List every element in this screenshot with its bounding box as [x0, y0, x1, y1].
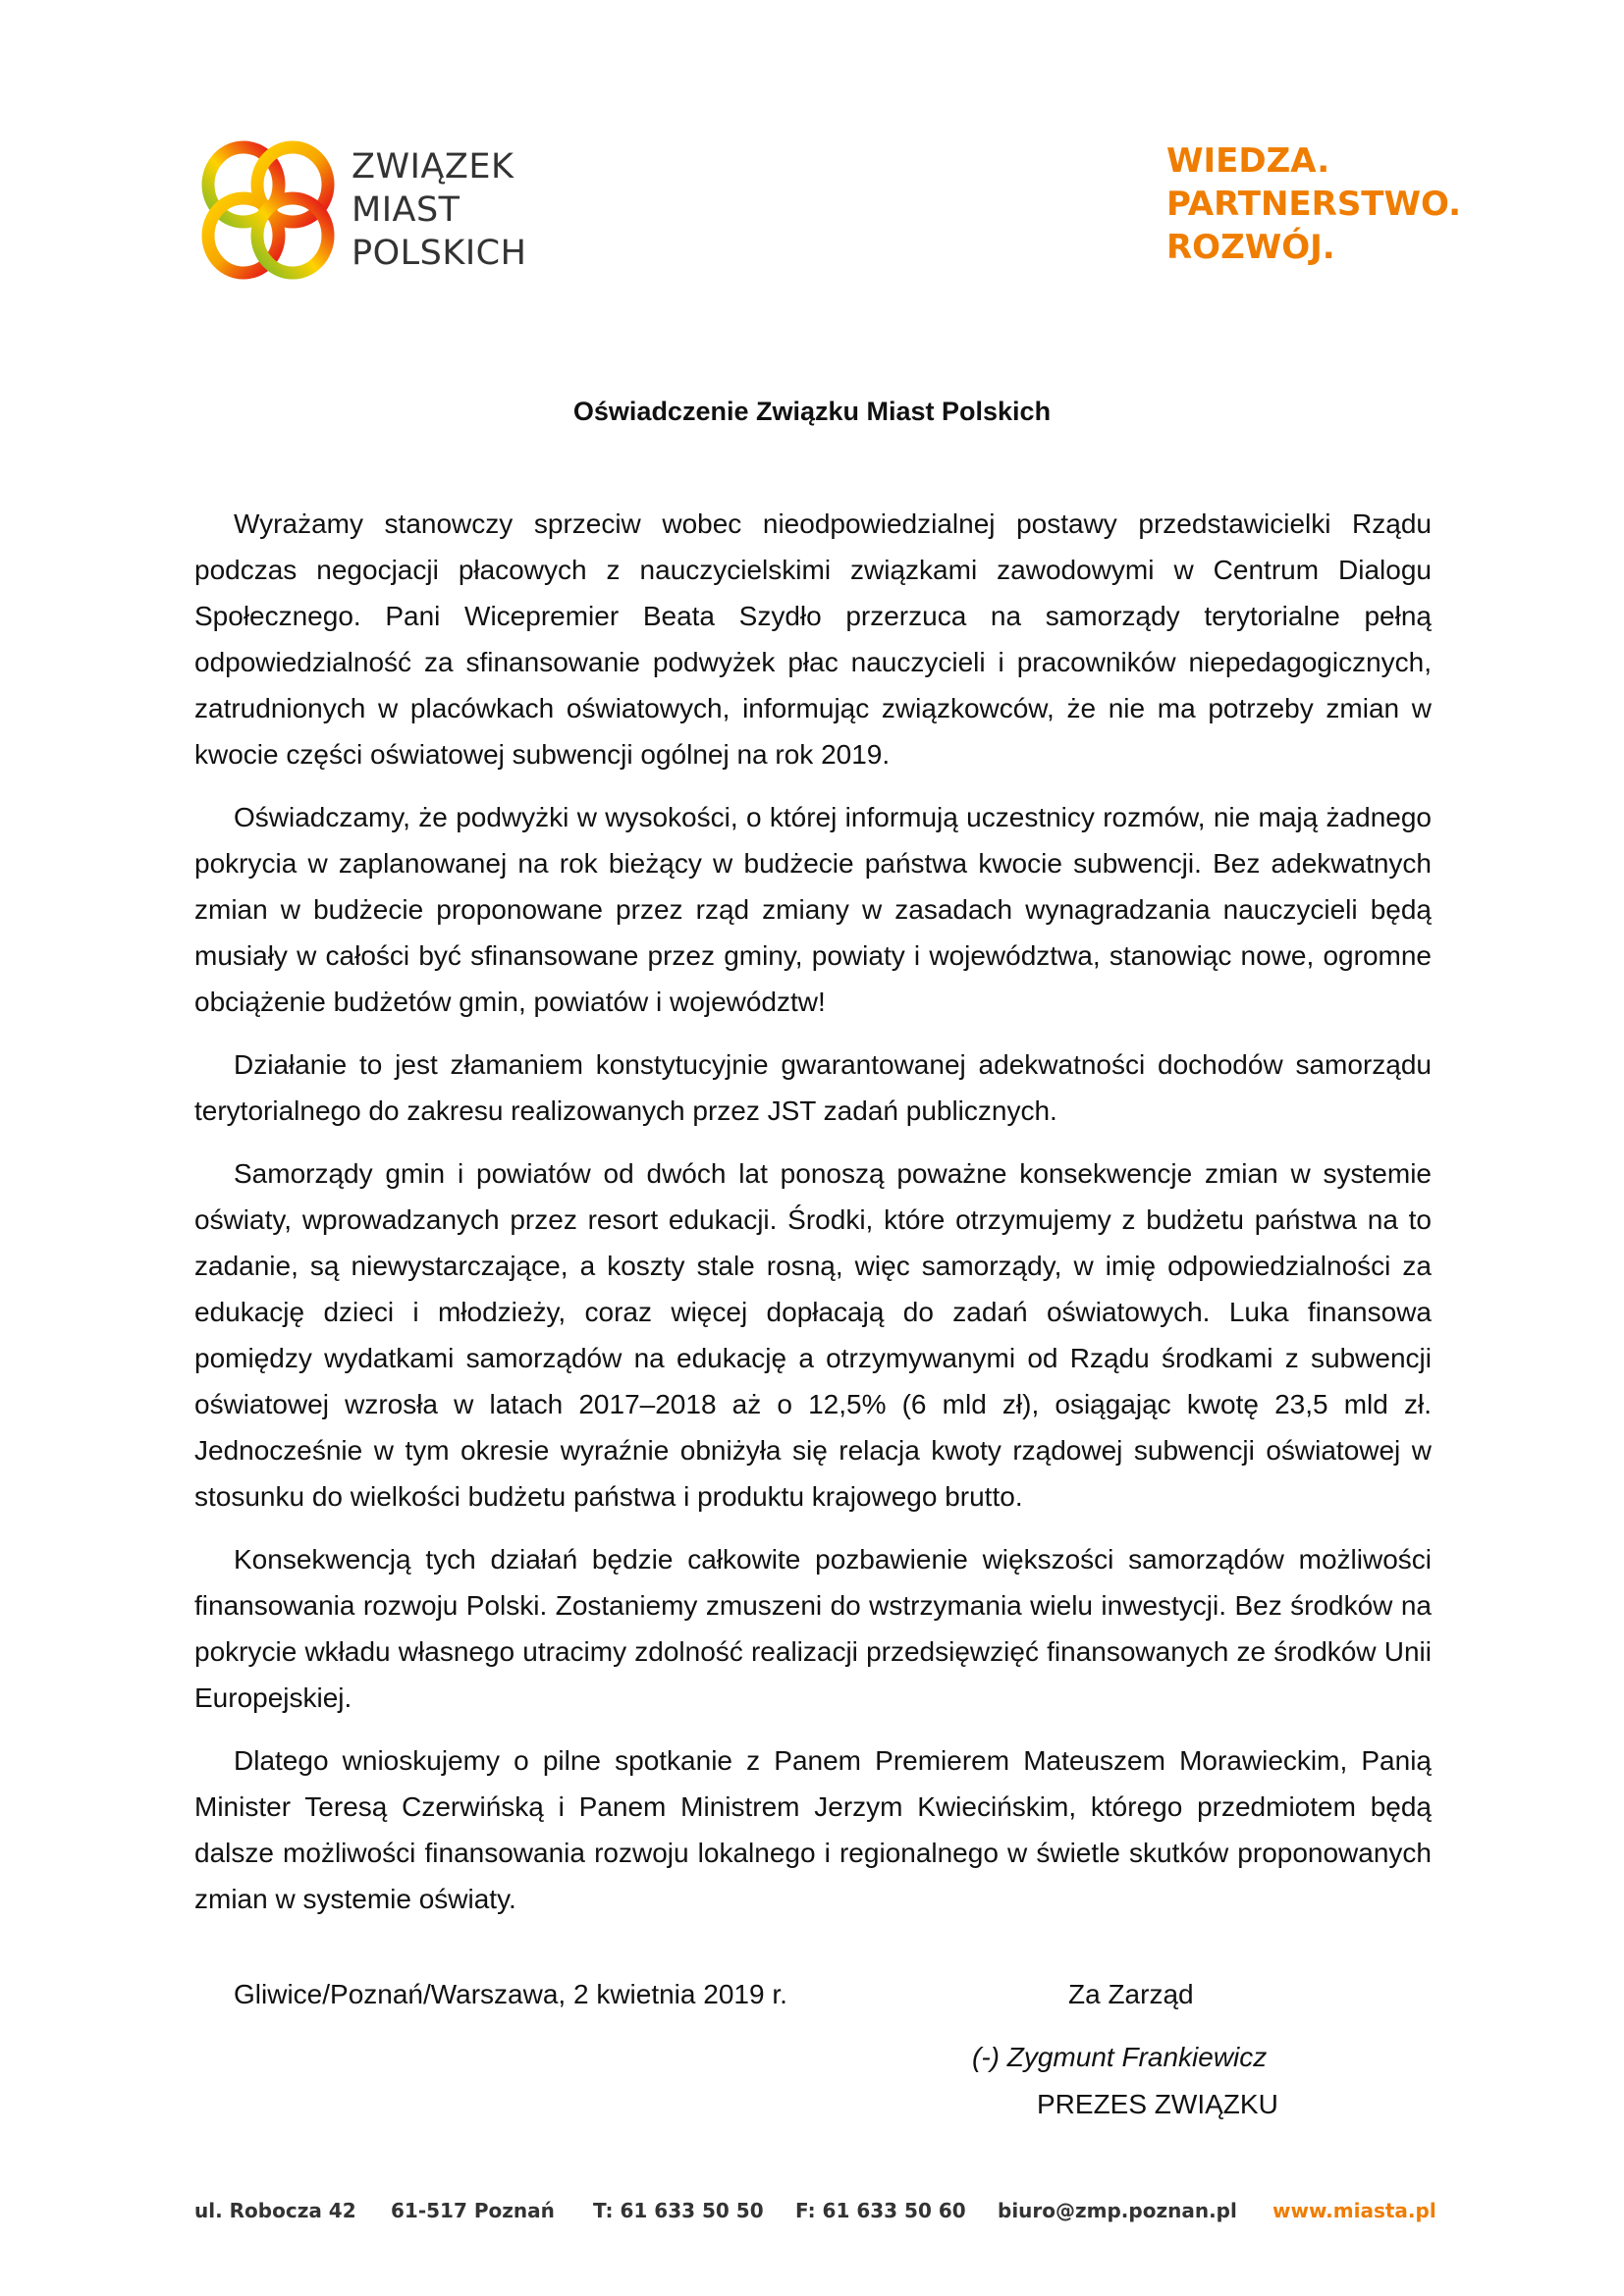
footer-email[interactable]: biuro@zmp.poznan.pl: [998, 2199, 1237, 2222]
logo-line-2: MIAST: [352, 190, 460, 230]
footer-postal: 61-517 Poznań: [391, 2199, 555, 2222]
motto: [1166, 139, 1461, 269]
for-board-label: Za Zarząd: [1068, 1979, 1194, 2009]
letterhead: [0, 0, 1624, 314]
paragraph: Samorządy gmin i powiatów od dwóch lat ponoszą poważne konsekwencje zmian w systemie oświaty, wprowadzanych przez resort edukacji. Środki, które otrzymujemy z budżetu państwa na to zadanie, są niewystarczające, a koszty stale rosną, więc samorządy, w imię odpowiedzialności za edukację dzieci i młodzieży, coraz więcej dopłacają do zadań oświatowych. Luka finansowa pomiędzy wydatkami samorządów na edukację a otrzymywanymi od Rządu środkami z subwencji oświatowej wzrosła w latach 2017–2018 aż o 12,5% (6 mld zł), osiągając kwotę 23,5 mld zł. Jednocześnie w tym okresie wyraźnie obniżyła się relacja kwoty rządowej subwencji oświatowej w stosunku do wielkości budżetu państwa i produktu krajowego brutto.: [194, 1158, 1432, 1512]
motto-line-2: PARTNERSTWO.: [1166, 185, 1462, 224]
paragraph: Działanie to jest złamaniem konstytucyjnie gwarantowanej adekwatności dochodów samorządu terytorialnego do zakresu realizowanych przez JST zadań publicznych.: [194, 1049, 1432, 1126]
logo-wordmark: [352, 145, 526, 275]
footer-street: ul. Robocza 42: [194, 2199, 356, 2222]
footer-fax: F: 61 633 50 60: [795, 2199, 966, 2222]
place-date: Gliwice/Poznań/Warszawa, 2 kwietnia 2019 r.: [234, 1979, 787, 2009]
paragraph: Dlatego wnioskujemy o pilne spotkanie z Panem Premierem Mateuszem Morawieckim, Panią Minister Teresą Czerwińską i Panem Ministrem Jerzym Kwiecińskim, którego przedmiotem będą dalsze możliwości finansowania rozwoju lokalnego i regionalnego w świetle skutków proponowanych zmian w systemie oświaty.: [194, 1745, 1432, 1914]
logo-line-1: ZWIĄZEK: [352, 147, 514, 187]
signatory-title: PREZES ZWIĄZKU: [1037, 2089, 1278, 2119]
zmp-logo: [194, 137, 548, 294]
footer: [194, 2199, 1436, 2238]
logo-line-3: POLSKICH: [352, 234, 527, 273]
document-title: Oświadczenie Związku Miast Polskich: [572, 397, 1052, 426]
rings-emblem-icon: [194, 137, 342, 285]
paragraph: Oświadczamy, że podwyżki w wysokości, o której informują uczestnicy rozmów, nie mają żadnego pokrycia w zaplanowanej na rok bieżący w budżecie państwa kwocie subwencji. Bez adekwatnych zmian w budżecie proponowane przez rząd zmiany w zasadach wynagradzania nauczycieli będą musiały w całości być sfinansowane przez gminy, powiaty i województwa, stanowiąc nowe, ogromne obciążenie budżetów gmin, powiatów i województw!: [194, 802, 1432, 1017]
footer-phone: T: 61 633 50 50: [593, 2199, 764, 2222]
paragraph: Wyrażamy stanowczy sprzeciw wobec nieodpowiedzialnej postawy przedstawicielki Rządu podczas negocjacji płacowych z nauczycielskimi związkami zawodowymi w Centrum Dialogu Społecznego. Pani Wicepremier Beata Szydło przerzuca na samorządy terytorialne pełną odpowiedzialność za sfinansowanie podwyżek płac nauczycieli i pracowników niepedagogicznych, zatrudnionych w placówkach oświatowych, informując związkowców, że nie ma potrzeby zmian w kwocie części oświatowej subwencji ogólnej na rok 2019.: [194, 508, 1432, 770]
motto-line-3: ROZWÓJ.: [1166, 228, 1335, 267]
document-body: [194, 501, 1432, 1939]
signatory-name: (-) Zygmunt Frankiewicz: [972, 2042, 1268, 2072]
paragraph: Konsekwencją tych działań będzie całkowite pozbawienie większości samorządów możliwości finansowania rozwoju Polski. Zostaniemy zmuszeni do wstrzymania wielu inwestycji. Bez środków na pokrycie wkładu własnego utracimy zdolność realizacji przedsięwzięć finansowanych ze środków Unii Europejskiej.: [194, 1544, 1432, 1713]
footer-website[interactable]: www.miasta.pl: [1272, 2199, 1436, 2222]
motto-line-1: WIEDZA.: [1166, 141, 1330, 181]
